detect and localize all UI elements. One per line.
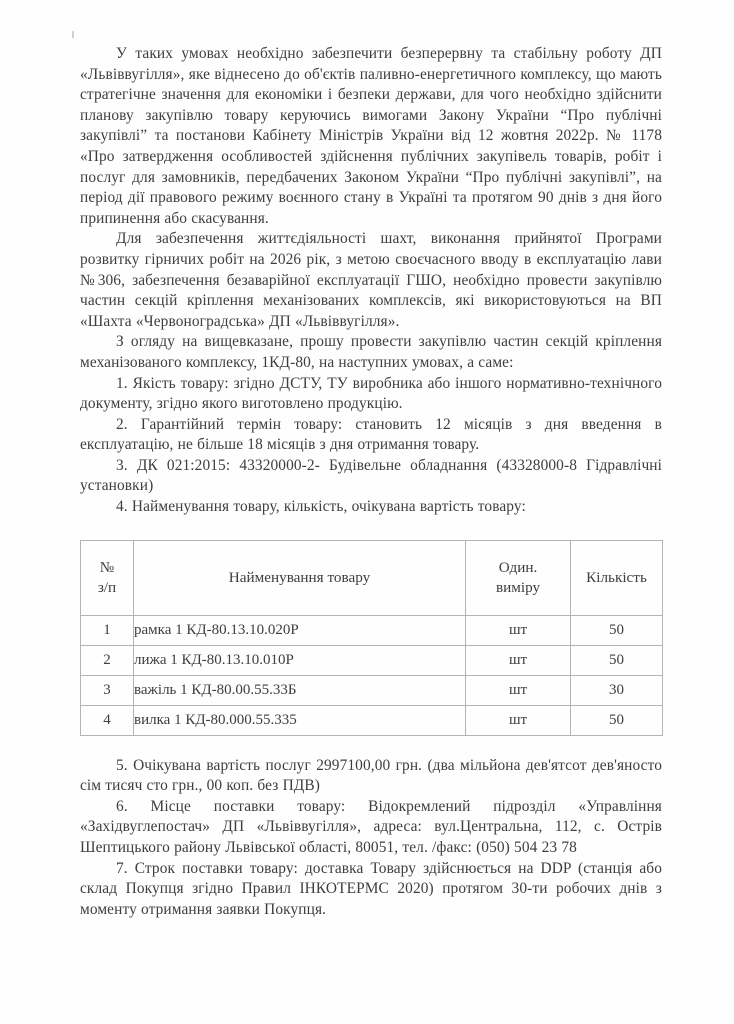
cell-unit: шт — [466, 645, 571, 675]
cell-number: 3 — [81, 675, 134, 705]
document-tail — [80, 756, 662, 921]
paragraph-1: У таких умовах необхідно забезпечити безперервну та стабільну роботу ДП «Львіввугілля», яке віднесено до об'єктів паливно-енергетичного комплексу, що мають стратегічне значення для економіки і безпеки держави, для чого необхідно здійснити планову закупівлю товару керуючись вимогами Закону України “Про публічні закупівлі” та постанови Кабінету Міністрів України від 12 жовтня 2022р. № 1178 «Про затвердження особливостей здійснення публічних закупівель товарів, робіт і послуг для замовників, передбачених Законом України “Про публічні закупівлі”, на період дії правового режиму воєнного стану в Україні та протягом 90 днів з дня його припинення або скасування. — [80, 45, 662, 227]
goods-table — [80, 540, 663, 736]
goods-table-head — [81, 540, 663, 615]
table-row — [81, 645, 663, 675]
cell-quantity: 30 — [571, 675, 663, 705]
paragraph-3: З огляду на вищевказане, прошу провести закупівлю частин секцій кріплення механізованого комплексу, 1КД-80, на наступних умовах, а саме: — [80, 333, 662, 371]
paragraph-2: Для забезпечення життєдіяльності шахт, виконання прийнятої Програми розвитку гірничих робіт на 2026 рік, з метою своєчасного вводу в експлуатацію лави №306, забезпечення безаварійної експлуатації ГШО, необхідно провести закупівлю частин секцій кріплення механізованих комплексів, які використовуються на ВП «Шахта «Червоноградська» ДП «Львіввугілля». — [80, 230, 662, 330]
paragraph-item-1-quality: 1. Якість товару: згідно ДСТУ, ТУ виробника або іншого нормативно-технічного документу, згідно якого виготовлено продукцію. — [80, 374, 662, 413]
column-header-number — [81, 540, 134, 615]
cell-quantity: 50 — [571, 615, 663, 645]
table-row — [81, 675, 663, 705]
paragraph-item-5-expected-cost: 5. Очікувана вартість послуг 2997100,00 грн. (два мільйона дев'ятсот дев'яносто сім тисяч сто грн., 00 коп. без ПДВ) — [80, 756, 662, 795]
cell-unit: шт — [466, 615, 571, 645]
column-header-unit-line1: Один. — [498, 558, 538, 576]
goods-table-wrapper — [80, 540, 662, 736]
document-body — [80, 44, 662, 920]
cell-name: важіль 1 КД-80.00.55.33Б — [134, 675, 466, 705]
column-header-unit — [466, 540, 571, 615]
cell-number: 1 — [81, 615, 134, 645]
column-header-name: Найменування товару — [134, 540, 466, 615]
cell-name: лижа 1 КД-80.13.10.010Р — [134, 645, 466, 675]
paragraph-item-3-classification: 3. ДК 021:2015: 43320000-2- Будівельне обладнання (43328000-8 Гідравлічні установки) — [80, 456, 662, 495]
column-header-number-line2: з/п — [97, 578, 117, 596]
cell-unit: шт — [466, 675, 571, 705]
table-row — [81, 615, 663, 645]
scan-artifact-speck — [72, 31, 74, 38]
goods-table-body — [81, 615, 663, 735]
cell-name: вилка 1 КД-80.000.55.335 — [134, 705, 466, 735]
cell-number: 2 — [81, 645, 134, 675]
column-header-quantity: Кількість — [571, 540, 663, 615]
table-row — [81, 705, 663, 735]
cell-unit: шт — [466, 705, 571, 735]
cell-number: 4 — [81, 705, 134, 735]
column-header-unit-line2: виміру — [495, 578, 541, 596]
paragraph-item-7-delivery-term: 7. Строк поставки товару: доставка Товару здійснюється на DDP (станція або склад Покупця згідно Правил ІНКОТЕРМС 2020) протягом 30-ти робочих днів з моменту отримання заявки Покупця. — [80, 859, 662, 918]
column-header-number-line1: № — [99, 558, 115, 576]
paragraph-item-2-warranty: 2. Гарантійний термін товару: становить 12 місяців з дня введення в експлуатацію, не більше 18 місяців з дня отримання товару. — [80, 415, 662, 454]
paragraph-item-6-delivery-place: 6. Місце поставки товару: Відокремлений підрозділ «Управління «Західвуглепостач» ДП «Львіввугілля», адреса: вул.Центральна, 112, с. Острів Шептицького району Львівської області, 80051, тел. /факс: (050) 504 23 78 — [80, 797, 662, 857]
cell-name: рамка 1 КД-80.13.10.020Р — [134, 615, 466, 645]
cell-quantity: 50 — [571, 645, 663, 675]
cell-quantity: 50 — [571, 705, 663, 735]
table-header-row — [81, 540, 663, 615]
paragraph-item-4-goods-intro: 4. Найменування товару, кількість, очікувана вартість товару: — [116, 498, 526, 516]
